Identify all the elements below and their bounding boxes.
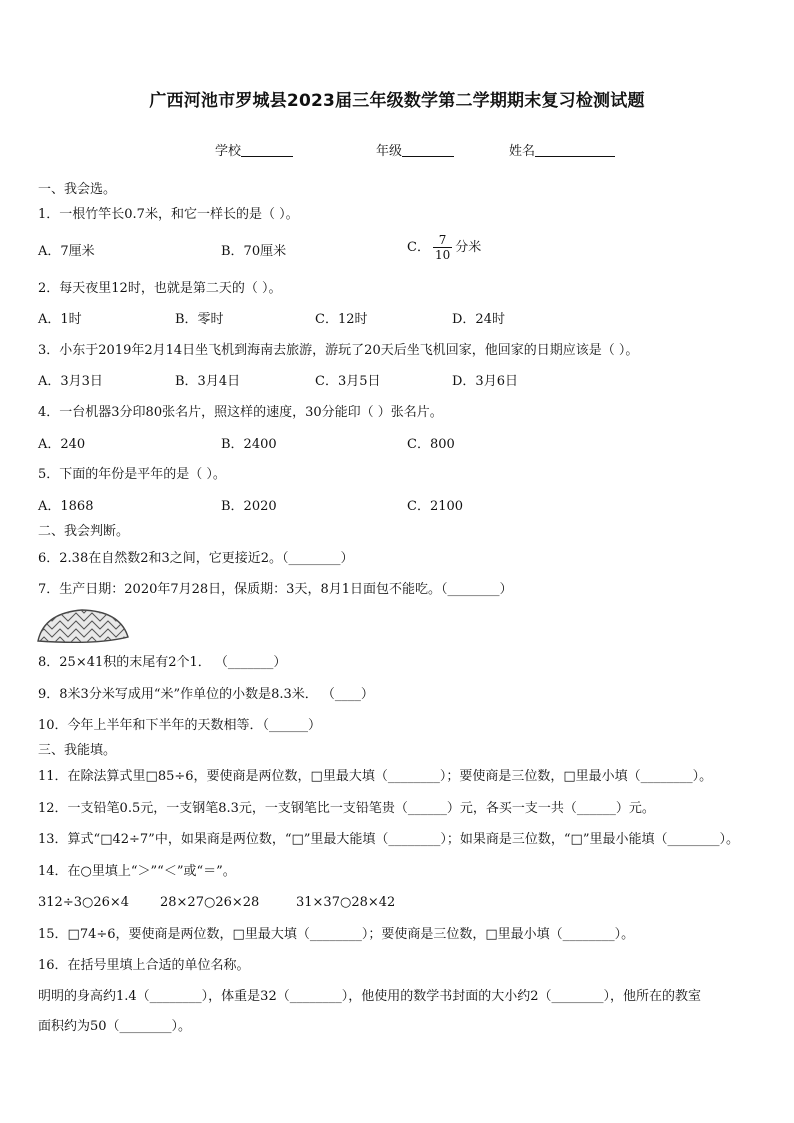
q3-option-b[interactable]: B．3月4日 <box>175 374 241 389</box>
name-label: 姓名 <box>509 144 536 159</box>
question-5-text: 5．下面的年份是平年的是（ ）。 <box>38 467 226 482</box>
fraction-numerator: 7 <box>438 233 447 247</box>
school-field <box>215 140 293 159</box>
question-7-text: 7．生产日期：2020年7月28日，保质期：3天，8月1日面包不能吃。（________） <box>38 582 513 597</box>
question-16-line-2: 面积约为50（________）。 <box>38 1019 192 1034</box>
name-field <box>509 140 615 159</box>
question-9-text: 9．8米3分米写成用“米”作单位的小数是8.3米． （____） <box>38 687 374 702</box>
fraction-denominator: 10 <box>434 248 451 262</box>
section-3-heading: 三、我能填。 <box>38 743 117 758</box>
q1-option-c-unit: 分米 <box>455 240 482 255</box>
q5-option-b[interactable]: B．2020 <box>221 499 277 514</box>
question-2-text: 2．每天夜里12时，也就是第二天的（ ）。 <box>38 281 282 296</box>
q3-option-d[interactable]: D．3月6日 <box>452 374 518 389</box>
grade-field <box>376 140 454 159</box>
q14-expression-2[interactable]: 28×27○26×28 <box>160 895 260 910</box>
question-1-text: 1．一根竹竿长0.7米，和它一样长的是（ ）。 <box>38 207 299 222</box>
question-15-text: 15．□74÷6，要使商是两位数，□里最大填（________）；要使商是三位数，□里最小填（________）。 <box>38 927 635 942</box>
q14-expression-3[interactable]: 31×37○28×42 <box>296 895 396 910</box>
q4-option-c[interactable]: C．800 <box>407 437 455 452</box>
question-14-text: 14．在○里填上“＞”“＜”或“＝”。 <box>38 864 236 879</box>
q2-option-c[interactable]: C．12时 <box>315 312 368 327</box>
section-2-heading: 二、我会判断。 <box>38 524 130 539</box>
q5-option-a[interactable]: A．1868 <box>38 499 94 514</box>
q1-option-c[interactable] <box>407 233 481 262</box>
page-title: 广西河池市罗城县2023届三年级数学第二学期期末复习检测试题 <box>149 91 645 111</box>
q2-option-a[interactable]: A．1时 <box>38 312 82 327</box>
q2-option-d[interactable]: D．24时 <box>452 312 505 327</box>
q3-option-a[interactable]: A．3月3日 <box>38 374 103 389</box>
grade-label: 年级 <box>376 144 403 159</box>
name-blank[interactable] <box>535 142 615 157</box>
question-16-text: 16．在括号里填上合适的单位名称。 <box>38 958 250 973</box>
question-10-text: 10．今年上半年和下半年的天数相等．（______） <box>38 718 322 733</box>
q2-option-b[interactable]: B．零时 <box>175 312 224 327</box>
question-11-text: 11．在除法算式里□85÷6，要使商是两位数，□里最大填（________）；要使商是三位数，□里最小填（________）。 <box>38 769 713 784</box>
section-1-heading: 一、我会选。 <box>38 182 117 197</box>
question-6-text: 6．2.38在自然数2和3之间，它更接近2。（________） <box>38 551 354 566</box>
q14-expression-1[interactable]: 312÷3○26×4 <box>38 895 130 910</box>
bread-icon <box>36 607 130 645</box>
question-3-text: 3．小东于2019年2月14日坐飞机到海南去旅游，游玩了20天后坐飞机回家，他回家的日期应该是（ ）。 <box>38 343 639 358</box>
question-13-text: 13．算式“□42÷7”中，如果商是两位数，“□”里最大能填（________）；如果商是三位数，“□”里最小能填（________）。 <box>38 832 739 847</box>
school-blank[interactable] <box>241 142 293 157</box>
q5-option-c[interactable]: C．2100 <box>407 499 464 514</box>
grade-blank[interactable] <box>402 142 454 157</box>
q1-option-b[interactable]: B．70厘米 <box>221 244 287 259</box>
fraction <box>433 233 452 262</box>
q4-option-a[interactable]: A．240 <box>38 437 86 452</box>
q4-option-b[interactable]: B．2400 <box>221 437 277 452</box>
q3-option-c[interactable]: C．3月5日 <box>315 374 381 389</box>
q1-option-a[interactable]: A．7厘米 <box>38 244 95 259</box>
question-4-text: 4．一台机器3分印80张名片，照这样的速度，30分能印（ ）张名片。 <box>38 405 443 420</box>
q1-option-c-prefix: C． <box>407 240 430 255</box>
question-12-text: 12．一支铅笔0.5元，一支钢笔8.3元，一支钢笔比一支铅笔贵（______）元，各买一支一共（______）元。 <box>38 801 655 816</box>
question-8-text: 8．25×41积的末尾有2个1． （_______） <box>38 655 287 670</box>
question-16-line-1: 明明的身高约1.4（________），体重是32（________），他使用的数学书封面的大小约2（________），他所在的教室 <box>38 989 701 1004</box>
school-label: 学校 <box>215 144 242 159</box>
